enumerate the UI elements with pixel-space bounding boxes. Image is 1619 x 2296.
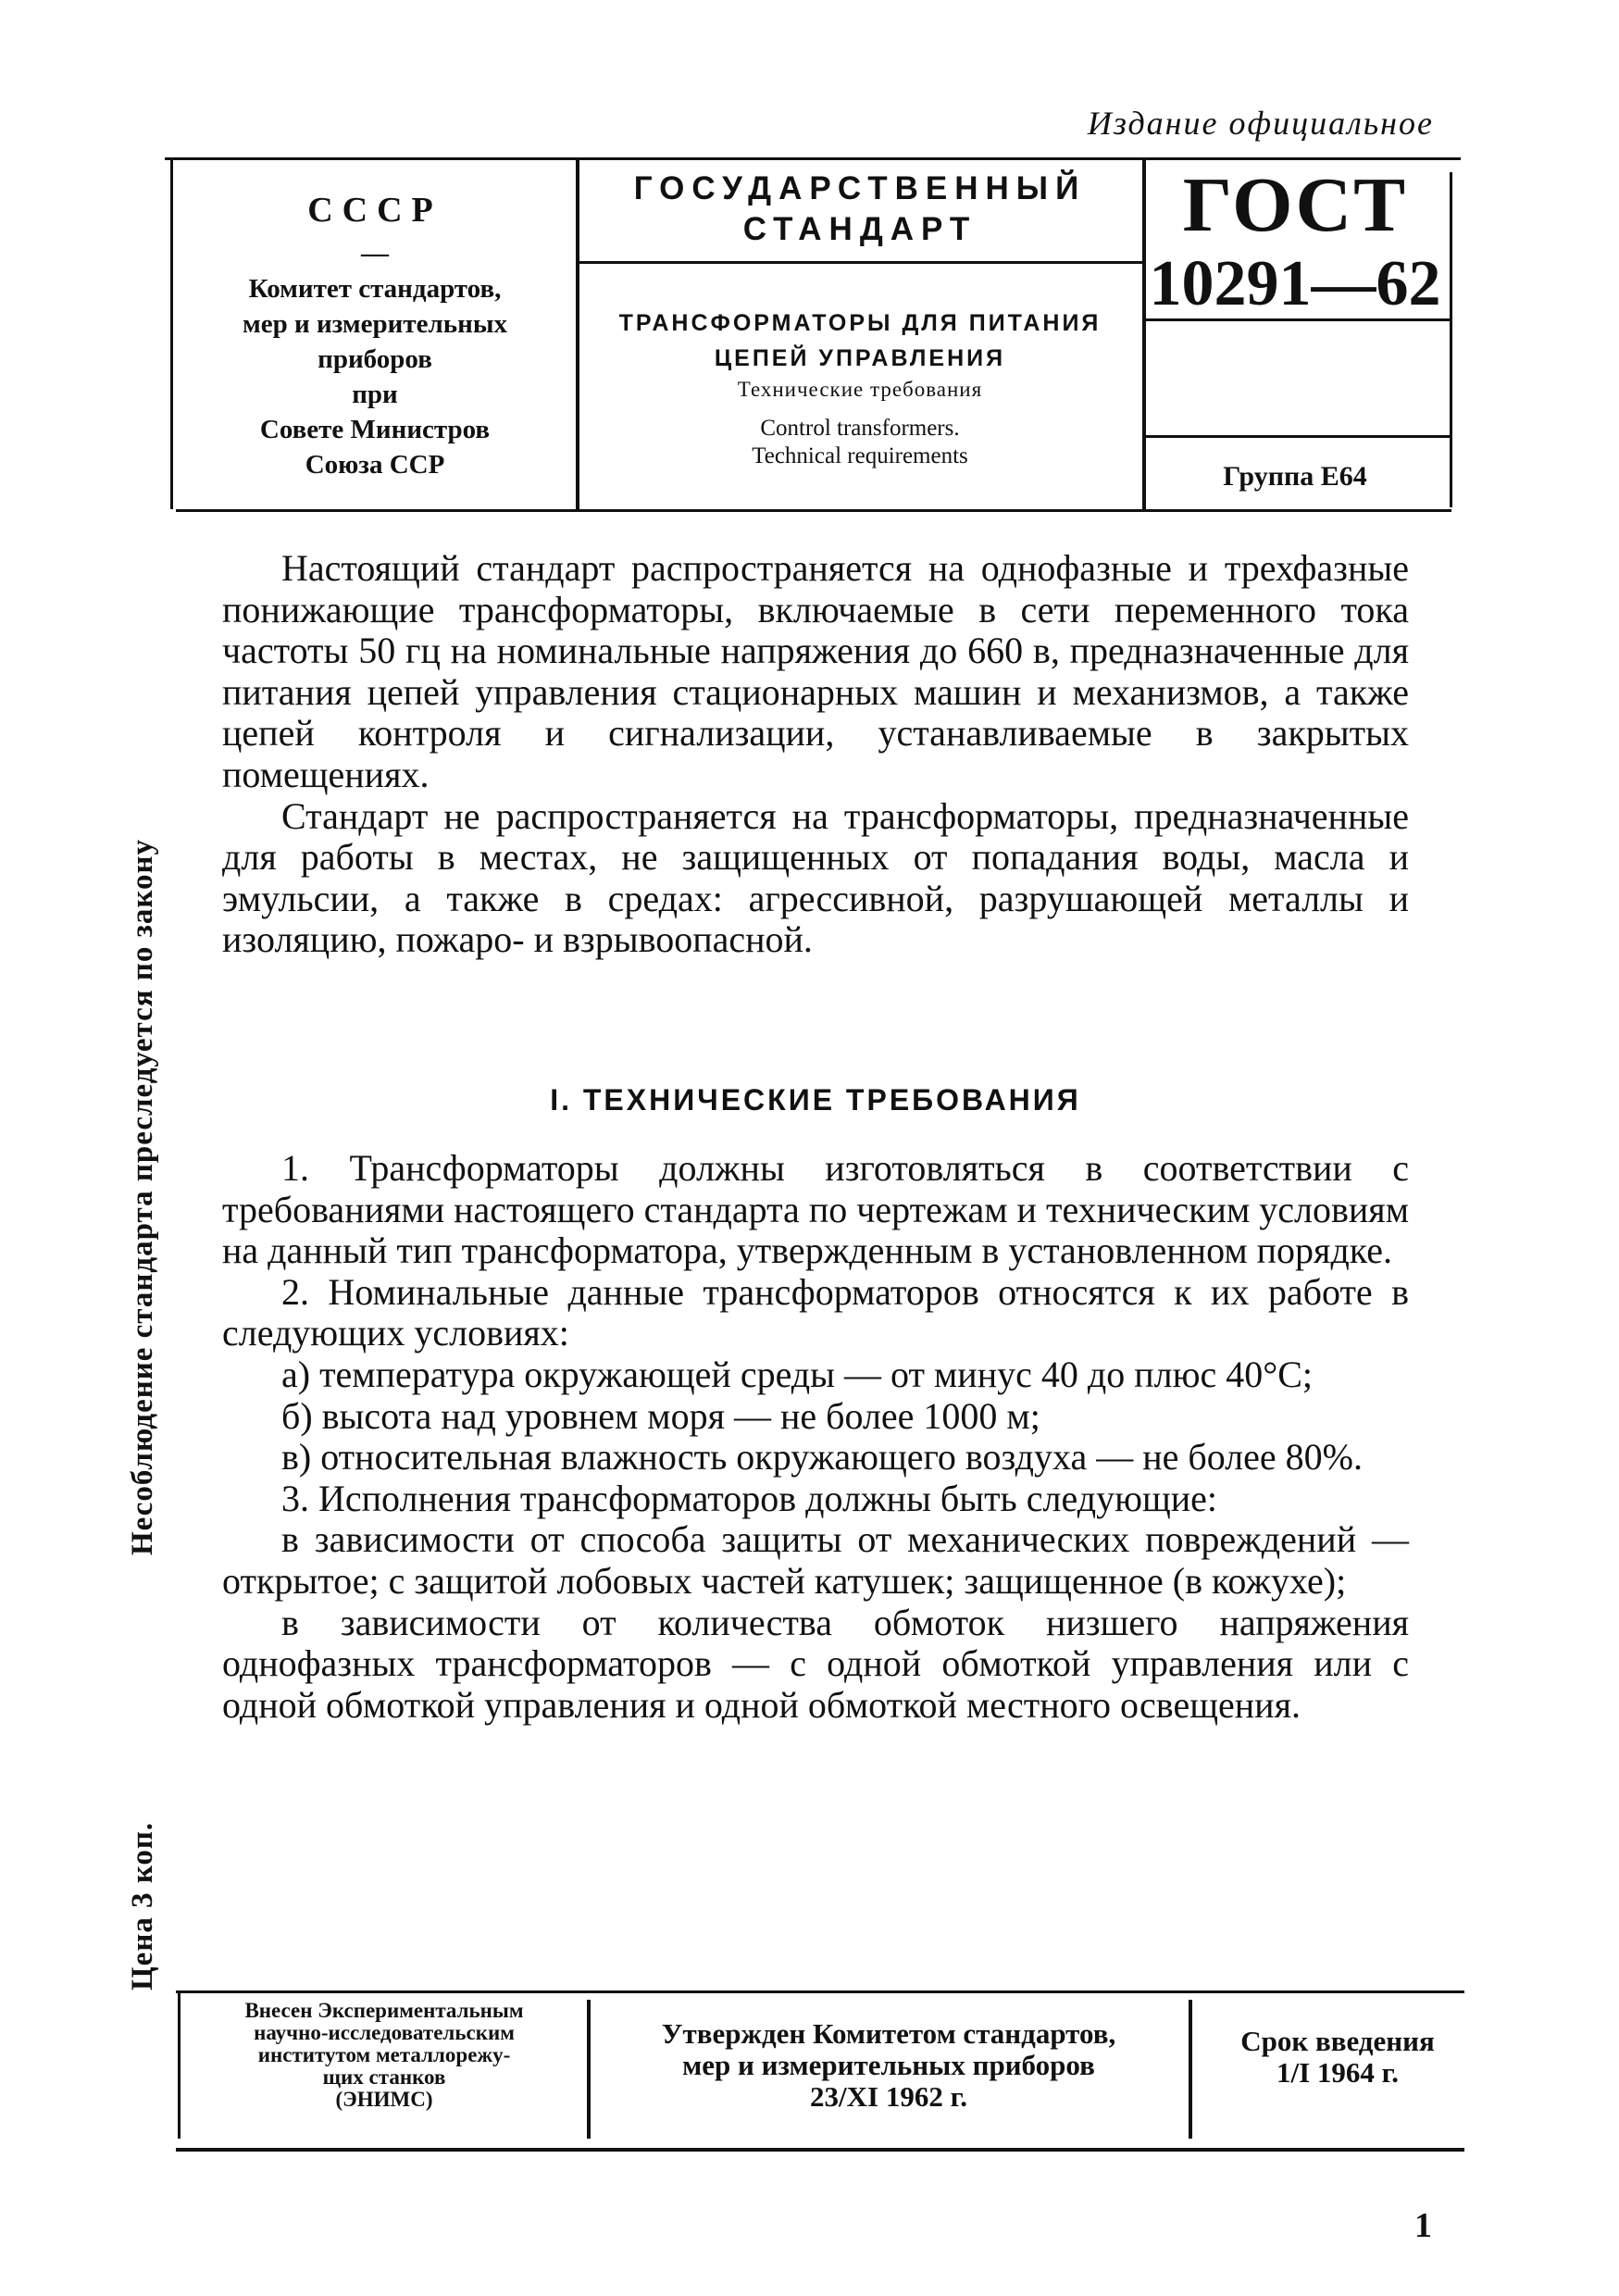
clause: в) относительная влажность окружающего воздуха — не более 80%. — [281, 1436, 1363, 1479]
header-top-rule — [165, 157, 1461, 160]
header-right-border — [1450, 172, 1452, 507]
intro-paragraph: Стандарт не распространяется на трансформаторы, предназначенные для работы в местах, не защищенных от попадания воды, масла и эмульсии, а также в средах: агрессивной, разрушающей металлы и изоляцию, пожаро- и взрывоопасной. — [222, 794, 1409, 961]
header-right-rule-2 — [1146, 435, 1451, 438]
clause: 3. Исполнения трансформаторов должны быть следующие: — [281, 1477, 1218, 1519]
edition-label: Издание официальное — [1087, 105, 1434, 142]
clause: 2. Номинальные данные трансформаторов относятся к их работе в следующих условиях: — [222, 1270, 1409, 1354]
footer-left-border — [178, 1990, 181, 2139]
header-bottom-rule — [176, 509, 1451, 512]
gost-label: ГОСТ — [1182, 162, 1408, 248]
document-title-en: Control transformers. Technical requirements — [752, 416, 968, 468]
effective-date: Срок введения 1/I 1964 г. — [1240, 2025, 1435, 2089]
group-label: Группа Е64 — [1223, 461, 1367, 492]
footer-divider-1 — [587, 2000, 591, 2139]
header-divider-1 — [576, 159, 579, 509]
document-title-ru: ТРАНСФОРМАТОРЫ ДЛЯ ПИТАНИЯ ЦЕПЕЙ УПРАВЛЕНИЯ — [618, 310, 1102, 371]
footer-top-rule — [176, 1990, 1464, 1993]
gost-number: 10291—62 — [1149, 248, 1441, 319]
document-subtitle-ru: Технические требования — [737, 378, 983, 401]
clause: в зависимости от способа защиты от механических повреждений — открытое; с защитой лобовых частей катушек; защищенное (в кожухе); — [222, 1518, 1409, 1602]
introduced-by: Внесен Экспериментальным научно-исследовательским институтом металлорежу- щих станков (ЭНИМС) — [244, 1999, 524, 2111]
header-mid-rule — [579, 261, 1144, 264]
state-standard-label: ГОСУДАРСТВЕННЫЙ СТАНДАРТ — [633, 170, 1087, 247]
committee-label: Комитет стандартов, мер и измерительных приборов при Совете Министров Союза ССР — [243, 274, 507, 480]
page-number: 1 — [1414, 2206, 1432, 2245]
intro-text — [222, 548, 1409, 961]
clause: а) температура окружающей среды — от минус 40 до плюс 40°С; — [281, 1353, 1314, 1395]
side-warning: Несоблюдение стандарта преследуется по закону — [126, 839, 159, 1555]
section-title: I. ТЕХНИЧЕСКИЕ ТРЕБОВАНИЯ — [550, 1083, 1081, 1117]
footer-divider-2 — [1189, 2000, 1192, 2139]
ussr-label: СССР — [307, 191, 442, 230]
clauses-text — [222, 1148, 1409, 1726]
header-left-border — [170, 159, 173, 509]
side-price: Цена 3 коп. — [126, 1821, 159, 1990]
footer-bottom-rule — [176, 2148, 1464, 2152]
clause: б) высота над уровнем моря — не более 1000 м; — [281, 1394, 1040, 1437]
clause: в зависимости от количества обмоток низшего напряжения однофазных трансформаторов — с одной обмоткой управления или с одной обмоткой управления и одной обмоткой местного освещения. — [222, 1601, 1409, 1726]
header-title-block — [581, 168, 1139, 468]
header-gost-block — [1148, 162, 1442, 492]
intro-paragraph: Настоящий стандарт распространяется на однофазные и трехфазные понижающие трансформаторы, включаемые в сети переменного тока частоты 50 гц на номинальные напряжения до 660 в, предназначенные для питания цепей управления стационарных машин и механизмов, а также цепей контроля и сигнализации, устанавливаемые в закрытых помещениях. — [222, 547, 1409, 795]
clause: 1. Трансформаторы должны изготовляться в соответствии с требованиями настоящего стандарта по чертежам и техническим условиям на данный тип трансформатора, утвержденным в установленном порядке. — [222, 1147, 1409, 1272]
ussr-dash: — — [361, 238, 389, 268]
header-issuer — [176, 190, 574, 482]
approved-by: Утвержден Комитетом стандартов, мер и измерительных приборов 23/XI 1962 г. — [661, 2017, 1116, 2113]
header-divider-2 — [1142, 159, 1146, 509]
